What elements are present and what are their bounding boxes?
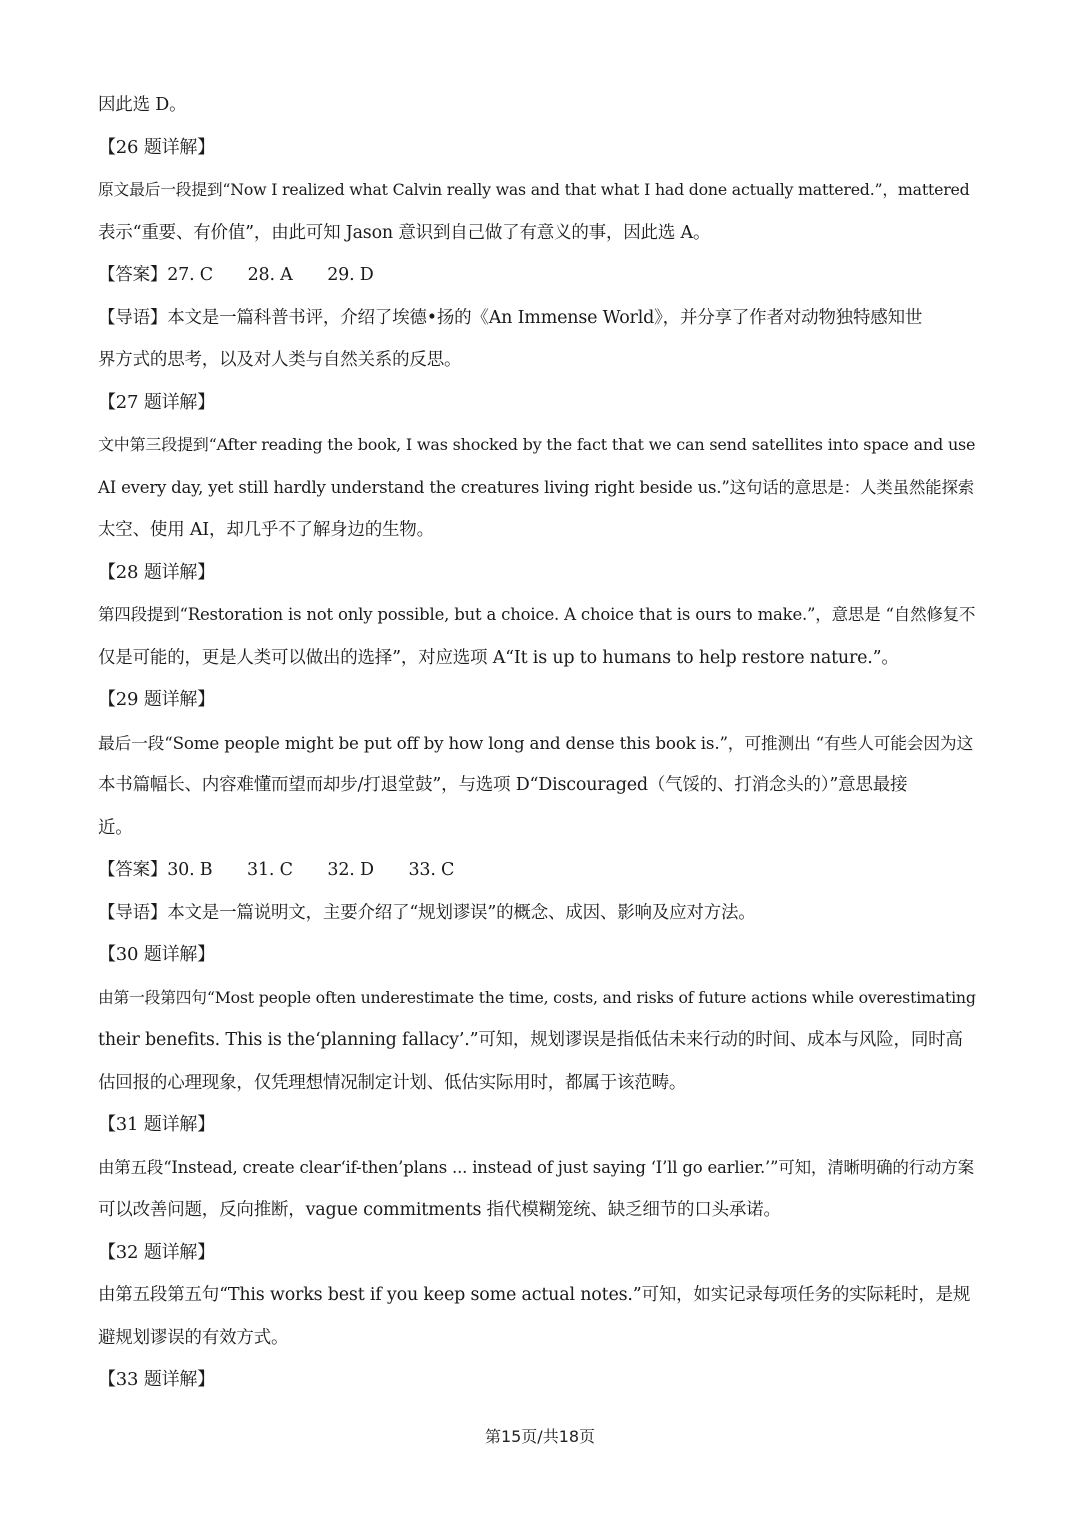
section-heading-q30: 【30 题详解】 — [98, 944, 216, 965]
text-line: 第四段提到“Restoration is not only possible, but a choice. A choice that is ours to make.”，意思是 “自然修复不 — [98, 605, 976, 624]
section-heading-q32: 【32 题详解】 — [98, 1241, 216, 1263]
text-line: 估回报的心理现象，仅凭理想情况制定计划、低估实际用时，都属于该范畴。 — [98, 1072, 687, 1093]
text-line: 仅是可能的，更是人类可以做出的选择”，对应选项 A“It is up to humans to help restore nature.”。 — [98, 647, 899, 668]
section-heading-q26: 【26 题详解】 — [98, 136, 216, 158]
text-line: 由第一段第四句“Most people often underestimate the time, costs, and risks of future actions while overestimating — [98, 987, 976, 1007]
page-number-footer: 第15页/共18页 — [484, 1427, 596, 1446]
section-heading-q33: 【33 题详解】 — [98, 1369, 216, 1390]
text-line: 【导语】本文是一篇科普书评，介绍了埃德•扬的《An Immense World》，并分享了作者对动物独特感知世 — [98, 307, 923, 328]
section-heading-q27: 【27 题详解】 — [98, 391, 216, 413]
document-body — [98, 84, 982, 1402]
section-heading-q28: 【28 题详解】 — [98, 561, 216, 583]
answer-line-27-29: 【答案】27. C 28. A 29. D — [98, 265, 374, 285]
text-line: 本书篇幅长、内容难懂而望而却步/打退堂鼓”，与选项 D“Discouraged（气馁的、打消念头的）”意思最接 — [98, 775, 908, 795]
text-line: 最后一段“Some people might be put off by how long and dense this book is.”，可推测出 “有些人可能会因为这 — [98, 732, 974, 753]
answer-line-30-33: 【答案】30. B 31. C 32. D 33. C — [98, 860, 455, 880]
text-line: 由第五段“Instead, create clear‘if-then’plans ... instead of just saying ‘I’ll go earlier.’”可知，清晰明确的行动方案 — [98, 1157, 974, 1177]
text-line: 避规划谬误的有效方式。 — [98, 1327, 289, 1348]
text-line: 文中第三段提到“After reading the book, I was shocked by the fact that we can send satellites into space and use — [98, 435, 976, 454]
text-line: 太空、使用 AI，却几乎不了解身边的生物。 — [98, 520, 434, 540]
text-line: their benefits. This is the‘planning fallacy’.”可知，规划谬误是指低估未来行动的时间、成本与风险，同时高 — [98, 1030, 963, 1050]
section-heading-q31: 【31 题详解】 — [98, 1114, 216, 1135]
text-line: 可以改善问题，反向推断，vague commitments 指代模糊笼统、缺乏细节的口头承诺。 — [98, 1200, 781, 1220]
text-line: 近。 — [98, 817, 133, 838]
text-line: 由第五段第五句“This works best if you keep some actual notes.”可知，如实记录每项任务的实际耗时，是规 — [98, 1285, 971, 1305]
section-heading-q29: 【29 题详解】 — [98, 689, 216, 710]
text-line: 界方式的思考，以及对人类与自然关系的反思。 — [98, 350, 462, 370]
text-line: 【导语】本文是一篇说明文，主要介绍了“规划谬误”的概念、成因、影响及应对方法。 — [98, 902, 756, 923]
text-line: AI every day, yet still hardly understand the creatures living right beside us.”这句话的意思是：人类虽然能探索 — [98, 477, 975, 497]
text-line: 因此选 D。 — [98, 95, 187, 115]
text-line: 原文最后一段提到“Now I realized what Calvin really was and that what I had done actually mattered.”，mattered — [98, 180, 970, 199]
text-line: 表示“重要、有价值”，由此可知 Jason 意识到自己做了有意义的事，因此选 A。 — [98, 222, 711, 243]
